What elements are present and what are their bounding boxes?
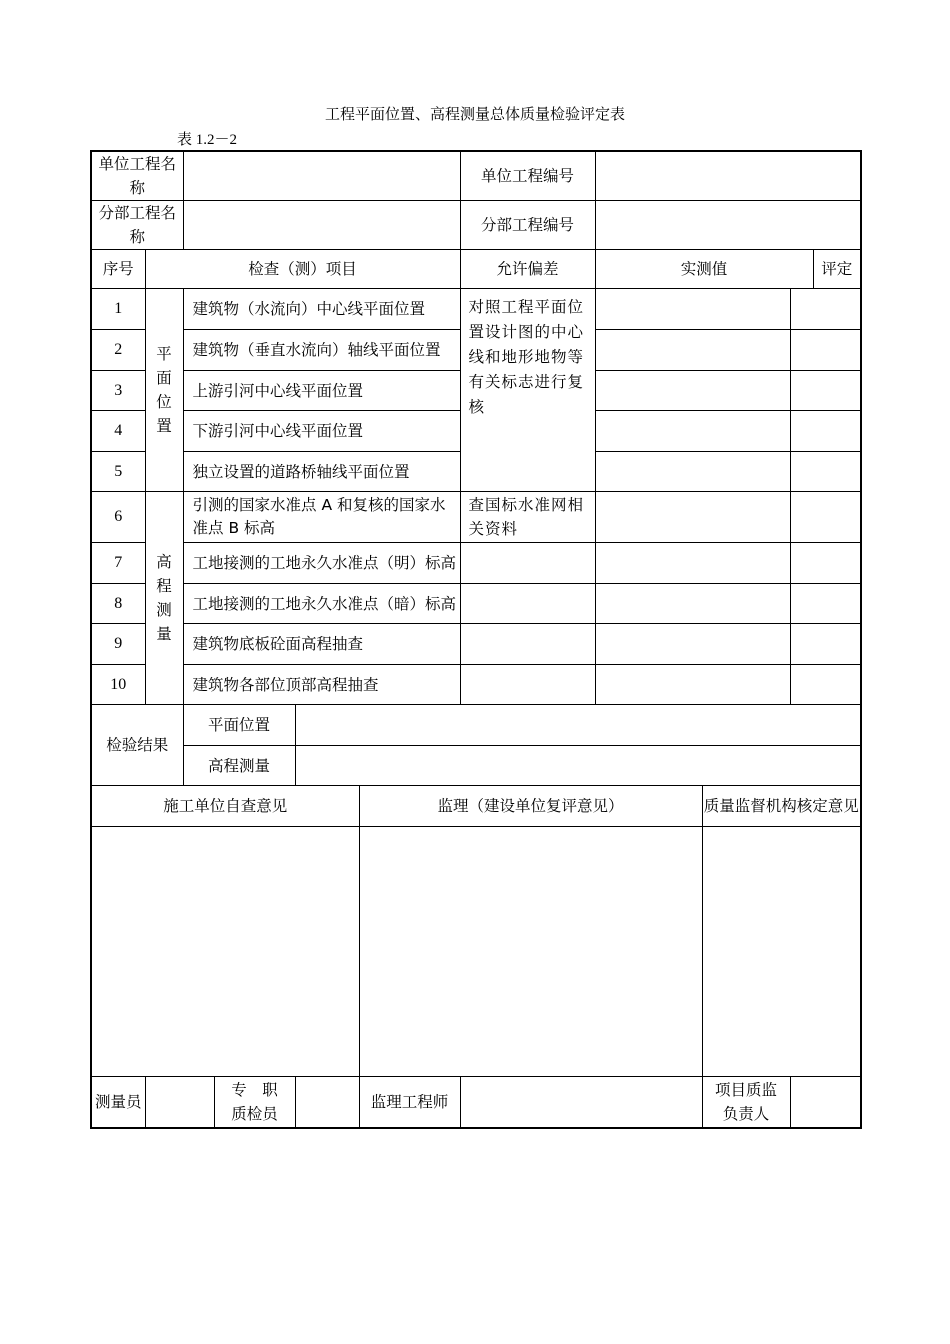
- table-row: [91, 584, 861, 624]
- supervisor-opinion-field[interactable]: [359, 827, 702, 1077]
- row-item: 工地接测的工地永久水准点（明）标高: [183, 543, 460, 584]
- row-item: 上游引河中心线平面位置: [183, 371, 460, 411]
- inspection-table: [90, 150, 862, 1129]
- tolerance-benchmark: 查国标水准网相关资料: [460, 492, 595, 543]
- row-number: 3: [91, 371, 145, 411]
- sub-name-label: 分部工程名称: [91, 201, 183, 250]
- rating-cell[interactable]: [790, 584, 861, 624]
- group-elevation-label: 高程测量: [145, 492, 183, 705]
- tolerance-plane: 对照工程平面位置设计图的中心线和地形地物等有关标志进行复核: [460, 289, 595, 492]
- result-plane-label: 平面位置: [183, 705, 295, 746]
- rating-cell[interactable]: [790, 665, 861, 705]
- tolerance-cell[interactable]: [460, 665, 595, 705]
- row-number: 10: [91, 665, 145, 705]
- row-number: 1: [91, 289, 145, 330]
- rating-cell[interactable]: [790, 371, 861, 411]
- table-row: [91, 289, 861, 330]
- engineer-label: 监理工程师: [359, 1077, 460, 1128]
- row-number: 9: [91, 624, 145, 665]
- engineer-field[interactable]: [460, 1077, 702, 1128]
- measured-cell[interactable]: [595, 452, 790, 492]
- result-label: 检验结果: [91, 705, 183, 786]
- rating-cell[interactable]: [790, 289, 861, 330]
- inspector-label: 专 职 质检员: [214, 1077, 295, 1128]
- surveyor-field[interactable]: [145, 1077, 214, 1128]
- opinion-body-row: [91, 827, 861, 1077]
- column-header-row: [91, 250, 861, 289]
- unit-name-field[interactable]: [183, 151, 460, 201]
- header-rating: 评定: [813, 250, 861, 289]
- header-item: 检查（测）项目: [145, 250, 460, 289]
- contractor-opinion-header: 施工单位自查意见: [91, 786, 359, 827]
- sub-code-label: 分部工程编号: [460, 201, 595, 250]
- measured-cell[interactable]: [595, 543, 790, 584]
- measured-cell[interactable]: [595, 665, 790, 705]
- info-row-sub: [91, 201, 861, 250]
- row-item: 引测的国家水准点 A 和复核的国家水准点 B 标高: [183, 492, 460, 543]
- table-number: 表 1.2－2: [177, 132, 238, 148]
- header-tolerance: 允许偏差: [460, 250, 595, 289]
- info-row-unit: [91, 151, 861, 201]
- manager-field[interactable]: [790, 1077, 861, 1128]
- quality-opinion-header: 质量监督机构核定意见: [702, 786, 861, 827]
- quality-opinion-field[interactable]: [702, 827, 861, 1077]
- measured-cell[interactable]: [595, 289, 790, 330]
- rating-cell[interactable]: [790, 411, 861, 452]
- result-row-plane: [91, 705, 861, 746]
- rating-cell[interactable]: [790, 452, 861, 492]
- row-number: 6: [91, 492, 145, 543]
- result-elevation-field[interactable]: [295, 746, 861, 786]
- measured-cell[interactable]: [595, 371, 790, 411]
- row-item: 建筑物底板砼面高程抽查: [183, 624, 460, 665]
- group-plane-label: 平面位置: [145, 289, 183, 492]
- page-title: 工程平面位置、高程测量总体质量检验评定表: [324, 105, 625, 123]
- header-measured: 实测值: [595, 250, 813, 289]
- unit-code-field[interactable]: [595, 151, 861, 201]
- header-seq: 序号: [91, 250, 145, 289]
- contractor-opinion-field[interactable]: [91, 827, 359, 1077]
- result-elevation-label: 高程测量: [183, 746, 295, 786]
- measured-cell[interactable]: [595, 330, 790, 371]
- row-item: 工地接测的工地永久水准点（暗）标高: [183, 584, 460, 624]
- unit-name-label: 单位工程名称: [91, 151, 183, 201]
- result-row-elevation: [91, 746, 861, 786]
- table-row: [91, 665, 861, 705]
- tolerance-cell[interactable]: [460, 543, 595, 584]
- rating-cell[interactable]: [790, 330, 861, 371]
- manager-label: 项目质监 负责人: [702, 1077, 790, 1128]
- table-row: [91, 543, 861, 584]
- supervisor-opinion-header: 监理（建设单位复评意见）: [359, 786, 702, 827]
- measured-cell[interactable]: [595, 492, 790, 543]
- inspector-field[interactable]: [295, 1077, 359, 1128]
- row-item: 建筑物（水流向）中心线平面位置: [183, 289, 460, 330]
- unit-code-label: 单位工程编号: [460, 151, 595, 201]
- row-number: 7: [91, 543, 145, 584]
- signature-row: [91, 1077, 861, 1128]
- rating-cell[interactable]: [790, 492, 861, 543]
- row-item: 下游引河中心线平面位置: [183, 411, 460, 452]
- measured-cell[interactable]: [595, 624, 790, 665]
- surveyor-label: 测量员: [91, 1077, 145, 1128]
- row-number: 8: [91, 584, 145, 624]
- rating-cell[interactable]: [790, 624, 861, 665]
- result-plane-field[interactable]: [295, 705, 861, 746]
- row-item: 独立设置的道路桥轴线平面位置: [183, 452, 460, 492]
- row-number: 2: [91, 330, 145, 371]
- measured-cell[interactable]: [595, 411, 790, 452]
- row-item: 建筑物各部位顶部高程抽查: [183, 665, 460, 705]
- tolerance-cell[interactable]: [460, 624, 595, 665]
- row-number: 5: [91, 452, 145, 492]
- table-row: [91, 492, 861, 543]
- opinion-header-row: [91, 786, 861, 827]
- tolerance-cell[interactable]: [460, 584, 595, 624]
- row-item: 建筑物（垂直水流向）轴线平面位置: [183, 330, 460, 371]
- sub-name-field[interactable]: [183, 201, 460, 250]
- sub-code-field[interactable]: [595, 201, 861, 250]
- rating-cell[interactable]: [790, 543, 861, 584]
- table-row: [91, 624, 861, 665]
- row-number: 4: [91, 411, 145, 452]
- measured-cell[interactable]: [595, 584, 790, 624]
